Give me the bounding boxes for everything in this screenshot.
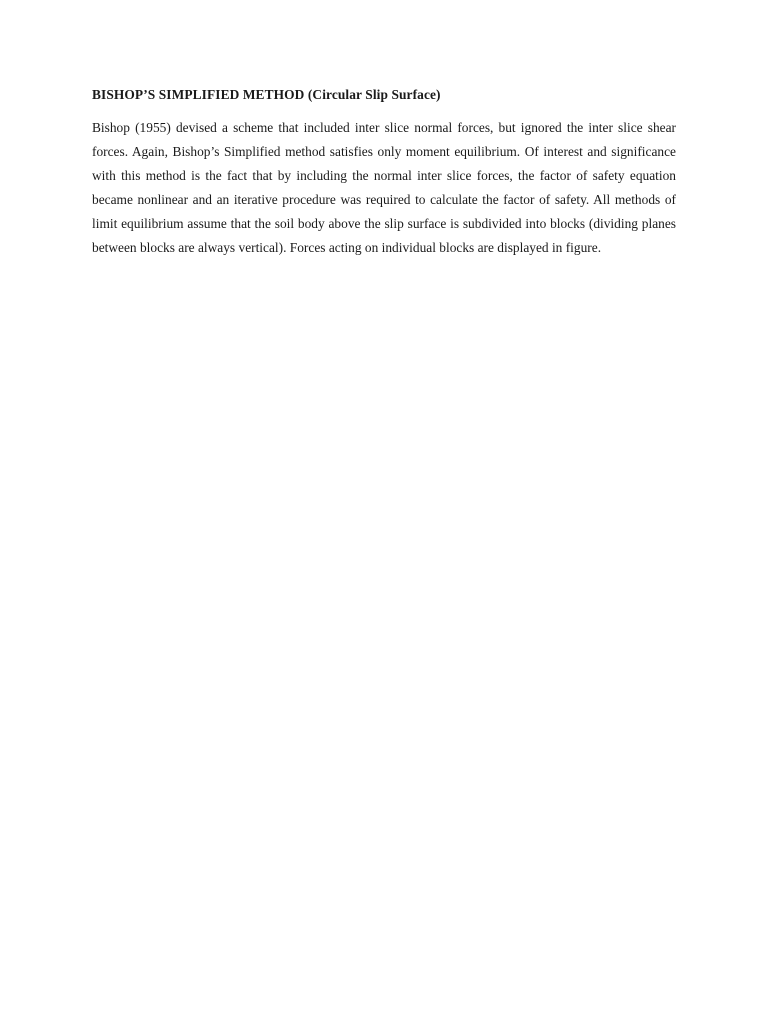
- body-paragraph: Bishop (1955) devised a scheme that included inter slice normal forces, but ignored the inter slice shear forces. Again, Bishop’s Simplified method satisfies only moment equilibrium. Of interest and significance with this method is the fact that by including the normal inter slice forces, the factor of safety equation became nonlinear and an iterative procedure was required to calculate the factor of safety. All methods of limit equilibrium assume that the soil body above the slip surface is subdivided into blocks (dividing planes between blocks are always vertical). Forces acting on individual blocks are displayed in figure.: [92, 120, 676, 255]
- document-body: [92, 86, 676, 260]
- section-heading: BISHOP’S SIMPLIFIED METHOD (Circular Slip Surface): [92, 87, 441, 102]
